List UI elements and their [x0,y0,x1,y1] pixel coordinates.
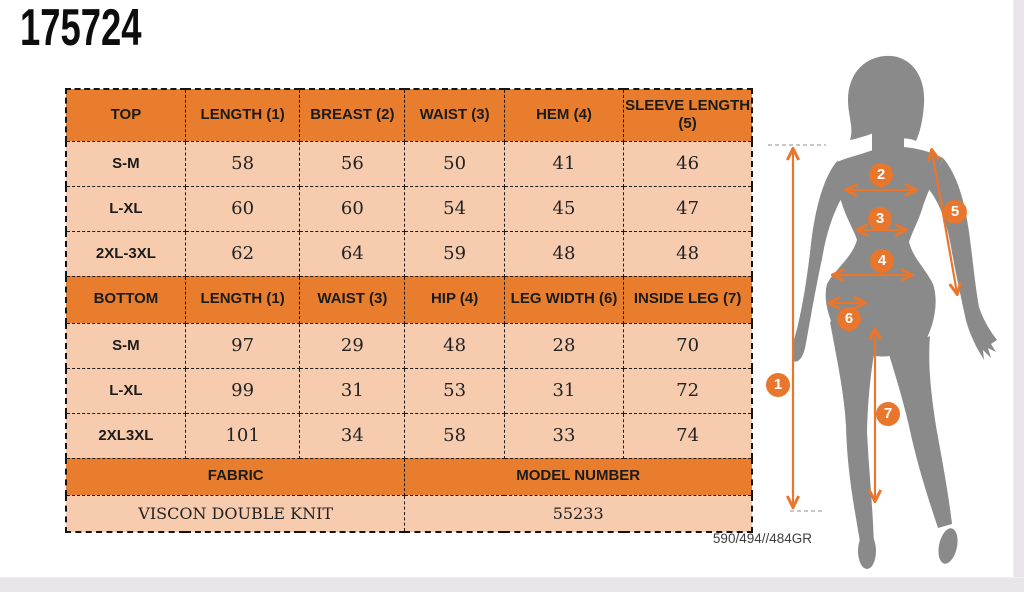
col-header-length: LENGTH (1) [185,276,300,323]
col-header-bottom: BOTTOM [66,276,185,323]
figure-canvas [760,30,1024,585]
page-margin-right [1013,0,1024,592]
size-cell: 48 [504,231,623,276]
size-cell: 47 [624,186,752,231]
col-header-hem: HEM (4) [504,89,623,141]
measure-marker-5: 5 [943,200,967,224]
col-header-fabric: FABRIC [66,458,405,495]
size-cell: 46 [624,141,752,186]
size-cell: 60 [300,186,405,231]
size-cell: 58 [185,141,300,186]
size-cell: 31 [504,368,623,413]
table-row [66,141,752,186]
bottom-header-row [66,276,752,323]
size-cell: 59 [405,231,504,276]
silhouette-left-leg [830,318,878,550]
size-label: S-M [66,323,185,368]
size-cell: 72 [624,368,752,413]
measure-marker-7: 7 [876,402,900,426]
size-cell: 58 [405,413,504,458]
size-cell: 64 [300,231,405,276]
size-cell: 45 [504,186,623,231]
style-code-text: 590/494//484GR [712,531,812,546]
col-header-sleeve-length: SLEEVE LENGTH (5) [624,89,752,141]
col-header-top: TOP [66,89,185,141]
table-row [66,413,752,458]
size-label: 2XL3XL [66,413,185,458]
woman-silhouette-illustration [792,56,997,569]
table-row [66,186,752,231]
fabric-value: VISCON DOUBLE KNIT [66,495,405,532]
info-header-row [66,458,752,495]
size-label: L-XL [66,186,185,231]
size-cell: 29 [300,323,405,368]
size-cell: 50 [405,141,504,186]
size-cell: 101 [185,413,300,458]
size-cell: 74 [624,413,752,458]
size-label: L-XL [66,368,185,413]
product-code: 175724 [20,0,142,57]
col-header-leg-width: LEG WIDTH (6) [504,276,623,323]
measure-marker-4: 4 [870,249,894,273]
table-row [66,231,752,276]
size-cell: 41 [504,141,623,186]
model-number-value: 55233 [405,495,752,532]
size-cell: 48 [624,231,752,276]
measure-marker-1: 1 [766,373,790,397]
size-chart-table [65,88,753,533]
size-cell: 54 [405,186,504,231]
col-header-hip: HIP (4) [405,276,504,323]
size-cell: 53 [405,368,504,413]
table-row [66,323,752,368]
col-header-model-number: MODEL NUMBER [405,458,752,495]
page-margin-bottom [0,577,1024,592]
col-header-breast: BREAST (2) [300,89,405,141]
size-cell: 60 [185,186,300,231]
col-header-waist: WAIST (3) [405,89,504,141]
size-cell: 97 [185,323,300,368]
measure-marker-6: 6 [837,307,861,331]
size-cell: 34 [300,413,405,458]
silhouette-right-foot [935,527,960,566]
size-cell: 31 [300,368,405,413]
size-label: 2XL-3XL [66,231,185,276]
size-cell: 33 [504,413,623,458]
table-row [66,368,752,413]
top-header-row [66,89,752,141]
size-cell: 28 [504,323,623,368]
size-cell: 70 [624,323,752,368]
silhouette-right-leg [882,332,952,528]
measurement-figure [760,30,1024,585]
size-cell: 48 [405,323,504,368]
size-cell: 99 [185,368,300,413]
col-header-waist: WAIST (3) [300,276,405,323]
info-value-row [66,495,752,532]
silhouette-left-foot [858,533,876,569]
col-header-length: LENGTH (1) [185,89,300,141]
col-header-inside-leg: INSIDE LEG (7) [624,276,752,323]
size-cell: 56 [300,141,405,186]
measure-marker-3: 3 [868,207,892,231]
size-cell: 62 [185,231,300,276]
size-label: S-M [66,141,185,186]
measure-marker-2: 2 [869,163,893,187]
